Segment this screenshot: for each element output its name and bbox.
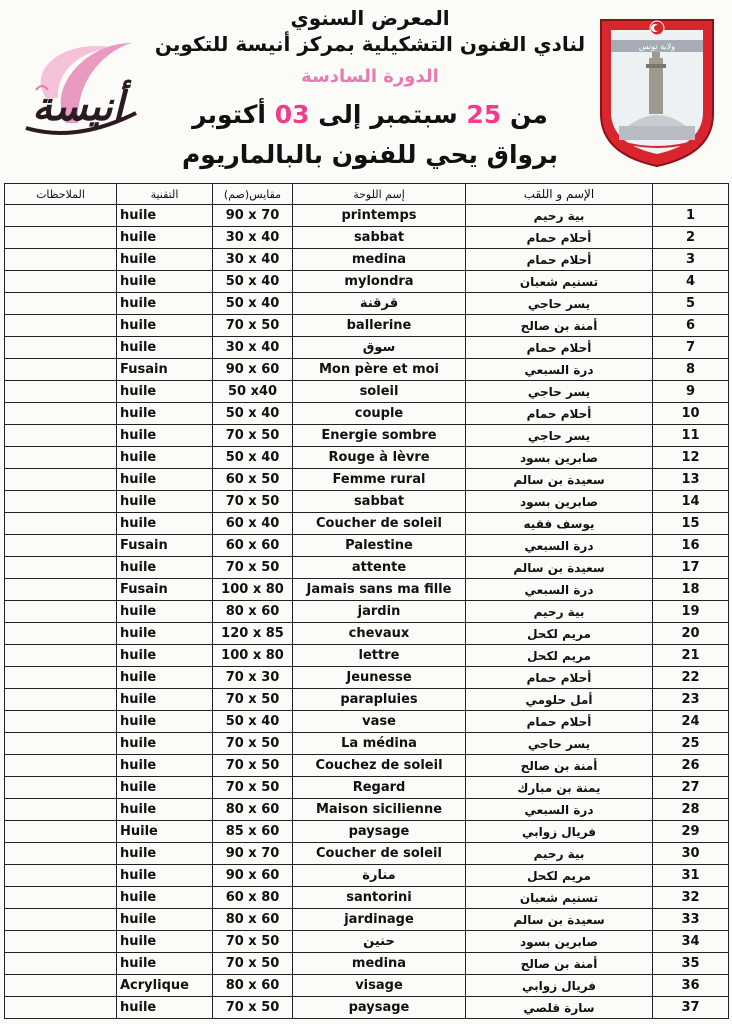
row-size: 90 x 60 (213, 865, 293, 887)
row-artist-name: بية رحيم (466, 843, 653, 865)
row-painting-title: soleil (293, 381, 466, 403)
row-number: 31 (653, 865, 729, 887)
row-technique: huile (117, 513, 213, 535)
row-technique: Huile (117, 821, 213, 843)
table-row (5, 755, 729, 777)
row-artist-name: صابرين بسود (466, 447, 653, 469)
row-technique: huile (117, 667, 213, 689)
row-artist-name: تسنيم شعبان (466, 271, 653, 293)
row-artist-name: بية رحيم (466, 205, 653, 227)
row-size: 80 x 60 (213, 601, 293, 623)
row-size: 70 x 30 (213, 667, 293, 689)
row-painting-title: printemps (293, 205, 466, 227)
row-technique: huile (117, 337, 213, 359)
row-technique: huile (117, 293, 213, 315)
table-row (5, 491, 729, 513)
row-artist-name: صابرين بسود (466, 931, 653, 953)
row-number: 6 (653, 315, 729, 337)
row-number: 37 (653, 997, 729, 1019)
row-painting-title: paysage (293, 997, 466, 1019)
row-number: 22 (653, 667, 729, 689)
row-artist-name: بية رحيم (466, 601, 653, 623)
date-word-middle: سبتمبر إلى (318, 100, 458, 129)
row-technique: huile (117, 733, 213, 755)
table-row (5, 227, 729, 249)
row-technique: Acrylique (117, 975, 213, 997)
row-number: 16 (653, 535, 729, 557)
row-number: 32 (653, 887, 729, 909)
row-number: 27 (653, 777, 729, 799)
row-technique: huile (117, 909, 213, 931)
row-size: 30 x 40 (213, 227, 293, 249)
row-artist-name: مريم لكحل (466, 865, 653, 887)
row-artist-name: يسر حاجي (466, 425, 653, 447)
row-technique: huile (117, 271, 213, 293)
row-notes (5, 711, 117, 733)
header-notes: الملاحظات (5, 184, 117, 205)
row-artist-name: أمنة بن صالح (466, 315, 653, 337)
row-notes (5, 733, 117, 755)
table-row (5, 447, 729, 469)
row-artist-name: درة السبعي (466, 535, 653, 557)
row-notes (5, 315, 117, 337)
row-painting-title: santorini (293, 887, 466, 909)
header-title: إسم اللوحة (293, 184, 466, 205)
row-painting-title: paysage (293, 821, 466, 843)
table-row (5, 711, 729, 733)
date-end-number: 03 (274, 100, 310, 129)
row-artist-name: أحلام حمام (466, 337, 653, 359)
table-row (5, 513, 729, 535)
row-notes (5, 535, 117, 557)
table-row (5, 579, 729, 601)
table-row (5, 469, 729, 491)
row-painting-title: سوق (293, 337, 466, 359)
row-technique: huile (117, 931, 213, 953)
row-notes (5, 843, 117, 865)
row-painting-title: visage (293, 975, 466, 997)
row-painting-title: Regard (293, 777, 466, 799)
row-notes (5, 931, 117, 953)
row-painting-title: Maison sicilienne (293, 799, 466, 821)
table-row (5, 975, 729, 997)
row-notes (5, 381, 117, 403)
row-notes (5, 403, 117, 425)
table-row (5, 403, 729, 425)
row-notes (5, 667, 117, 689)
row-notes (5, 579, 117, 601)
row-number: 13 (653, 469, 729, 491)
row-size: 90 x 60 (213, 359, 293, 381)
row-notes (5, 227, 117, 249)
row-size: 80 x 60 (213, 799, 293, 821)
row-notes (5, 623, 117, 645)
page-header (0, 0, 732, 183)
row-artist-name: مريم لكحل (466, 645, 653, 667)
table-row (5, 293, 729, 315)
venue-title: برواق يحي للفنون بالبالماريوم (181, 140, 559, 169)
header-technique: التقنية (117, 184, 213, 205)
table-row (5, 249, 729, 271)
row-number: 2 (653, 227, 729, 249)
row-number: 30 (653, 843, 729, 865)
row-notes (5, 557, 117, 579)
row-number: 7 (653, 337, 729, 359)
row-number: 4 (653, 271, 729, 293)
row-notes (5, 271, 117, 293)
header-name: الإسم و اللقب (466, 184, 653, 205)
row-number: 18 (653, 579, 729, 601)
row-technique: huile (117, 425, 213, 447)
table-row (5, 909, 729, 931)
row-artist-name: أحلام حمام (466, 403, 653, 425)
table-row (5, 337, 729, 359)
row-notes (5, 425, 117, 447)
row-technique: huile (117, 469, 213, 491)
row-technique: huile (117, 755, 213, 777)
row-artist-name: يوسف فقيه (466, 513, 653, 535)
row-painting-title: lettre (293, 645, 466, 667)
row-technique: huile (117, 557, 213, 579)
row-number: 1 (653, 205, 729, 227)
row-number: 21 (653, 645, 729, 667)
row-number: 26 (653, 755, 729, 777)
row-artist-name: فريال زوابي (466, 821, 653, 843)
row-artist-name: تسنيم شعبان (466, 887, 653, 909)
row-technique: huile (117, 777, 213, 799)
row-number: 24 (653, 711, 729, 733)
row-size: 30 x 40 (213, 249, 293, 271)
table-row (5, 271, 729, 293)
row-artist-name: مريم لكحل (466, 623, 653, 645)
table-row (5, 953, 729, 975)
row-notes (5, 293, 117, 315)
row-number: 34 (653, 931, 729, 953)
row-notes (5, 887, 117, 909)
row-technique: huile (117, 249, 213, 271)
table-row (5, 535, 729, 557)
row-notes (5, 777, 117, 799)
row-notes (5, 491, 117, 513)
header-size: مقايس(صم) (213, 184, 293, 205)
row-size: 90 x 70 (213, 843, 293, 865)
row-artist-name: أمنة بن صالح (466, 953, 653, 975)
table-row (5, 425, 729, 447)
row-size: 70 x 50 (213, 315, 293, 337)
crest-text: ولاية تونس (638, 42, 676, 51)
row-technique: huile (117, 843, 213, 865)
row-size: 70 x 50 (213, 733, 293, 755)
row-painting-title: medina (293, 249, 466, 271)
table-row (5, 887, 729, 909)
table-header-row (5, 184, 729, 205)
row-artist-name: أحلام حمام (466, 249, 653, 271)
row-artist-name: أحلام حمام (466, 711, 653, 733)
row-artist-name: درة السبعي (466, 359, 653, 381)
row-artist-name: سعيدة بن سالم (466, 469, 653, 491)
row-artist-name: أمنة بن صالح (466, 755, 653, 777)
row-notes (5, 799, 117, 821)
row-number: 5 (653, 293, 729, 315)
row-notes (5, 447, 117, 469)
table-row (5, 931, 729, 953)
row-size: 70 x 50 (213, 953, 293, 975)
row-artist-name: أمل حلومي (466, 689, 653, 711)
row-artist-name: يسر حاجي (466, 381, 653, 403)
table-row (5, 997, 729, 1019)
row-size: 60 x 50 (213, 469, 293, 491)
row-number: 20 (653, 623, 729, 645)
row-technique: huile (117, 447, 213, 469)
row-technique: Fusain (117, 359, 213, 381)
table-row (5, 689, 729, 711)
row-size: 70 x 50 (213, 777, 293, 799)
row-technique: huile (117, 799, 213, 821)
row-artist-name: درة السبعي (466, 579, 653, 601)
date-word-month: أكتوبر (192, 100, 266, 129)
row-number: 25 (653, 733, 729, 755)
row-number: 14 (653, 491, 729, 513)
row-artist-name: سارة قلصي (466, 997, 653, 1019)
row-painting-title: Palestine (293, 535, 466, 557)
row-size: 50 x 40 (213, 271, 293, 293)
row-painting-title: Energie sombre (293, 425, 466, 447)
row-size: 70 x 50 (213, 491, 293, 513)
row-technique: huile (117, 645, 213, 667)
table-row (5, 601, 729, 623)
row-artist-name: يمنة بن مبارك (466, 777, 653, 799)
row-number: 19 (653, 601, 729, 623)
date-word-from: من (509, 100, 548, 129)
row-technique: huile (117, 689, 213, 711)
row-notes (5, 205, 117, 227)
row-notes (5, 821, 117, 843)
row-technique: huile (117, 491, 213, 513)
row-artist-name: درة السبعي (466, 799, 653, 821)
table-row (5, 843, 729, 865)
table-body (5, 205, 729, 1019)
row-technique: huile (117, 997, 213, 1019)
row-size: 80 x 60 (213, 909, 293, 931)
row-artist-name: صابرين بسود (466, 491, 653, 513)
row-size: 50 x 40 (213, 447, 293, 469)
row-size: 100 x 80 (213, 579, 293, 601)
row-technique: huile (117, 205, 213, 227)
row-size: 120 x 85 (213, 623, 293, 645)
logo-text: أنيسة (32, 83, 124, 130)
table-row (5, 865, 729, 887)
row-painting-title: mylondra (293, 271, 466, 293)
row-artist-name: يسر حاجي (466, 733, 653, 755)
row-size: 100 x 80 (213, 645, 293, 667)
row-painting-title: Coucher de soleil (293, 513, 466, 535)
row-technique: huile (117, 381, 213, 403)
date-start-number: 25 (466, 100, 502, 129)
row-size: 60 x 80 (213, 887, 293, 909)
row-size: 80 x 60 (213, 975, 293, 997)
row-notes (5, 689, 117, 711)
row-number: 12 (653, 447, 729, 469)
row-technique: huile (117, 887, 213, 909)
row-number: 33 (653, 909, 729, 931)
row-number: 15 (653, 513, 729, 535)
row-size: 60 x 60 (213, 535, 293, 557)
row-notes (5, 337, 117, 359)
table-row (5, 645, 729, 667)
aniissa-logo-icon (6, 28, 146, 158)
row-technique: huile (117, 315, 213, 337)
row-technique: huile (117, 865, 213, 887)
row-artist-name: أحلام حمام (466, 227, 653, 249)
row-number: 29 (653, 821, 729, 843)
row-painting-title: Jamais sans ma fille (293, 579, 466, 601)
row-size: 70 x 50 (213, 755, 293, 777)
row-number: 10 (653, 403, 729, 425)
row-painting-title: sabbat (293, 491, 466, 513)
row-notes (5, 975, 117, 997)
row-technique: Fusain (117, 535, 213, 557)
row-number: 9 (653, 381, 729, 403)
row-artist-name: فريال زوابي (466, 975, 653, 997)
row-size: 50 x 40 (213, 711, 293, 733)
row-notes (5, 909, 117, 931)
row-painting-title: parapluies (293, 689, 466, 711)
row-painting-title: attente (293, 557, 466, 579)
row-notes (5, 601, 117, 623)
edition-subtitle: الدورة السادسة (301, 66, 439, 87)
row-size: 70 x 50 (213, 689, 293, 711)
row-painting-title: medina (293, 953, 466, 975)
row-notes (5, 865, 117, 887)
table-row (5, 359, 729, 381)
row-technique: huile (117, 227, 213, 249)
row-painting-title: Rouge à lèvre (293, 447, 466, 469)
row-size: 70 x 50 (213, 425, 293, 447)
row-artist-name: يسر حاجي (466, 293, 653, 315)
row-size: 60 x 40 (213, 513, 293, 535)
table-row (5, 381, 729, 403)
row-number: 28 (653, 799, 729, 821)
row-painting-title: jardinage (293, 909, 466, 931)
header-number (653, 184, 729, 205)
row-size: 50 x40 (213, 381, 293, 403)
row-size: 85 x 60 (213, 821, 293, 843)
row-painting-title: حنين (293, 931, 466, 953)
row-painting-title: Femme rural (293, 469, 466, 491)
row-painting-title: Mon père et moi (293, 359, 466, 381)
row-size: 90 x 70 (213, 205, 293, 227)
row-painting-title: Jeunesse (293, 667, 466, 689)
table-row (5, 205, 729, 227)
table-row (5, 667, 729, 689)
row-number: 11 (653, 425, 729, 447)
row-technique: huile (117, 953, 213, 975)
row-number: 8 (653, 359, 729, 381)
table-row (5, 777, 729, 799)
row-artist-name: سعيدة بن سالم (466, 557, 653, 579)
row-size: 70 x 50 (213, 931, 293, 953)
artworks-table (4, 183, 729, 1019)
row-size: 50 x 40 (213, 293, 293, 315)
row-painting-title: jardin (293, 601, 466, 623)
table-row (5, 821, 729, 843)
row-painting-title: couple (293, 403, 466, 425)
row-notes (5, 513, 117, 535)
row-notes (5, 359, 117, 381)
row-painting-title: La médina (293, 733, 466, 755)
row-technique: huile (117, 711, 213, 733)
row-notes (5, 997, 117, 1019)
tunis-crest-icon (597, 14, 717, 170)
club-title: لنادي الفنون التشكيلية بمركز أنيسة للتكوين (154, 32, 586, 56)
table-row (5, 799, 729, 821)
exhibition-title: المعرض السنوي (290, 6, 450, 30)
row-artist-name: أحلام حمام (466, 667, 653, 689)
row-painting-title: chevaux (293, 623, 466, 645)
table-row (5, 623, 729, 645)
row-technique: Fusain (117, 579, 213, 601)
row-technique: huile (117, 623, 213, 645)
row-artist-name: سعيدة بن سالم (466, 909, 653, 931)
row-size: 70 x 50 (213, 997, 293, 1019)
table-row (5, 557, 729, 579)
row-size: 30 x 40 (213, 337, 293, 359)
row-notes (5, 249, 117, 271)
table-row (5, 315, 729, 337)
row-notes (5, 645, 117, 667)
date-range (150, 100, 590, 129)
row-number: 3 (653, 249, 729, 271)
row-notes (5, 755, 117, 777)
row-notes (5, 469, 117, 491)
row-technique: huile (117, 403, 213, 425)
row-number: 36 (653, 975, 729, 997)
row-size: 50 x 40 (213, 403, 293, 425)
row-painting-title: vase (293, 711, 466, 733)
row-size: 70 x 50 (213, 557, 293, 579)
row-number: 23 (653, 689, 729, 711)
row-number: 17 (653, 557, 729, 579)
row-number: 35 (653, 953, 729, 975)
row-notes (5, 953, 117, 975)
row-painting-title: Couchez de soleil (293, 755, 466, 777)
row-painting-title: ballerine (293, 315, 466, 337)
table-row (5, 733, 729, 755)
row-painting-title: منارة (293, 865, 466, 887)
row-painting-title: قرقنة (293, 293, 466, 315)
row-technique: huile (117, 601, 213, 623)
row-painting-title: sabbat (293, 227, 466, 249)
row-painting-title: Coucher de soleil (293, 843, 466, 865)
